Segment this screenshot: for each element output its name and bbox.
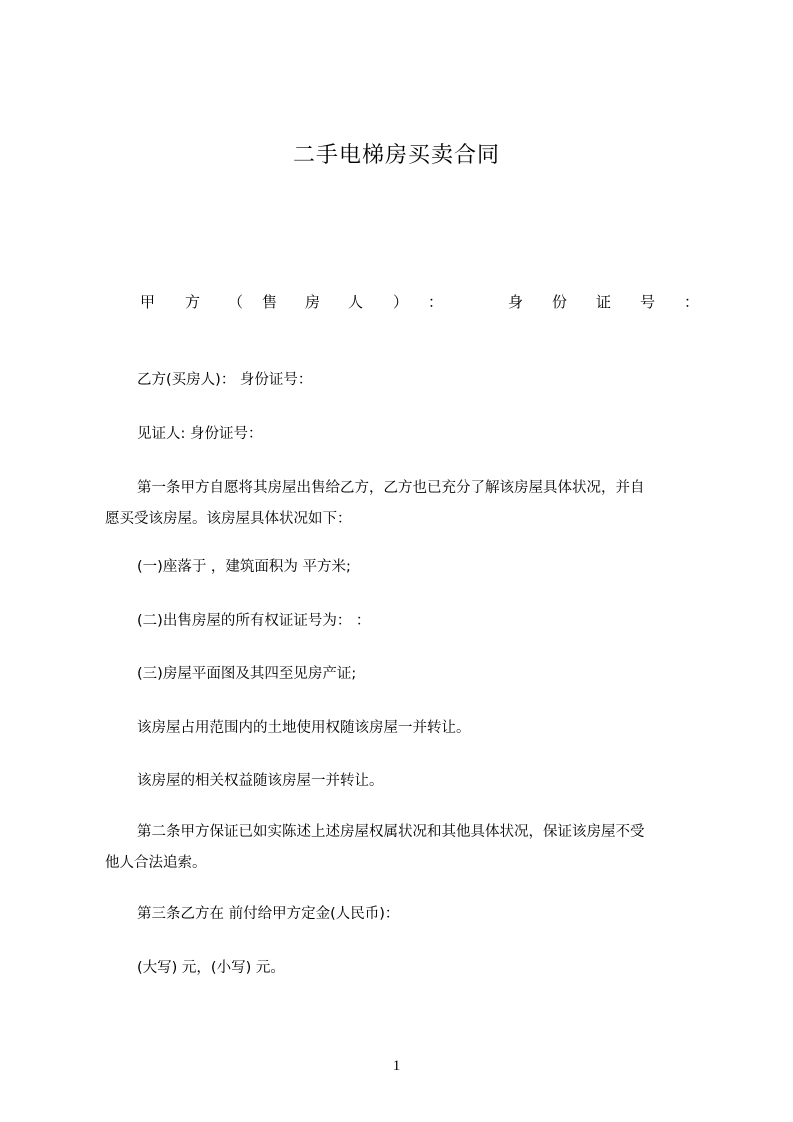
party-a-char: 份 (552, 293, 568, 311)
page-number: 1 (392, 1058, 401, 1074)
party-a-char: 身 (508, 293, 524, 311)
land-use-clause: 该房屋占用范围内的土地使用权随该房屋一并转让。 (137, 720, 471, 736)
party-a-char: 证 (596, 293, 612, 311)
party-a-char: 房 (305, 293, 321, 311)
witness-line: 见证人: 身份证号： (137, 426, 263, 442)
party-a-char: 号 (640, 293, 656, 311)
article-3: 第三条乙方在 前付给甲方定金(人民币)： (137, 906, 400, 922)
contract-title: 二手电梯房买卖合同 (292, 143, 500, 168)
party-a-char: ： (428, 293, 444, 311)
item-3-floor-plan: (三)房屋平面图及其四至见房产证; (137, 666, 357, 682)
item-2-certificate: (二)出售房屋的所有权证证号为： ： (137, 613, 371, 629)
article-2-line-1: 第二条甲方保证已如实陈述上述房屋权属状况和其他具体状况，保证该房屋不受 (137, 824, 645, 840)
party-a-char: 方 (185, 293, 201, 311)
rights-clause: 该房屋的相关权益随该房屋一并转让。 (137, 773, 384, 789)
article-2 (105, 817, 705, 879)
party-a-char: ： (684, 293, 700, 311)
party-a-char: 甲 (140, 293, 156, 311)
party-a-line (140, 288, 698, 316)
party-a-char: 人 (348, 293, 364, 311)
deposit-amount-line: (大写) 元，(小写) 元。 (137, 960, 285, 976)
article-2-line-2: 他人合法追索。 (105, 855, 207, 871)
article-1 (105, 473, 705, 535)
party-a-char: ） (393, 293, 409, 311)
article-1-line-1: 第一条甲方自愿将其房屋出售给乙方，乙方也已充分了解该房屋具体状况，并自 (137, 480, 645, 496)
party-a-char: 售 (262, 293, 278, 311)
party-a-char: （ (228, 293, 244, 311)
item-1-location: (一)座落于 ，建筑面积为 平方米; (137, 559, 351, 575)
article-1-line-2: 愿买受该房屋。该房屋具体状况如下： (105, 511, 352, 527)
party-b-line: 乙方(买房人)： 身份证号： (137, 372, 313, 388)
